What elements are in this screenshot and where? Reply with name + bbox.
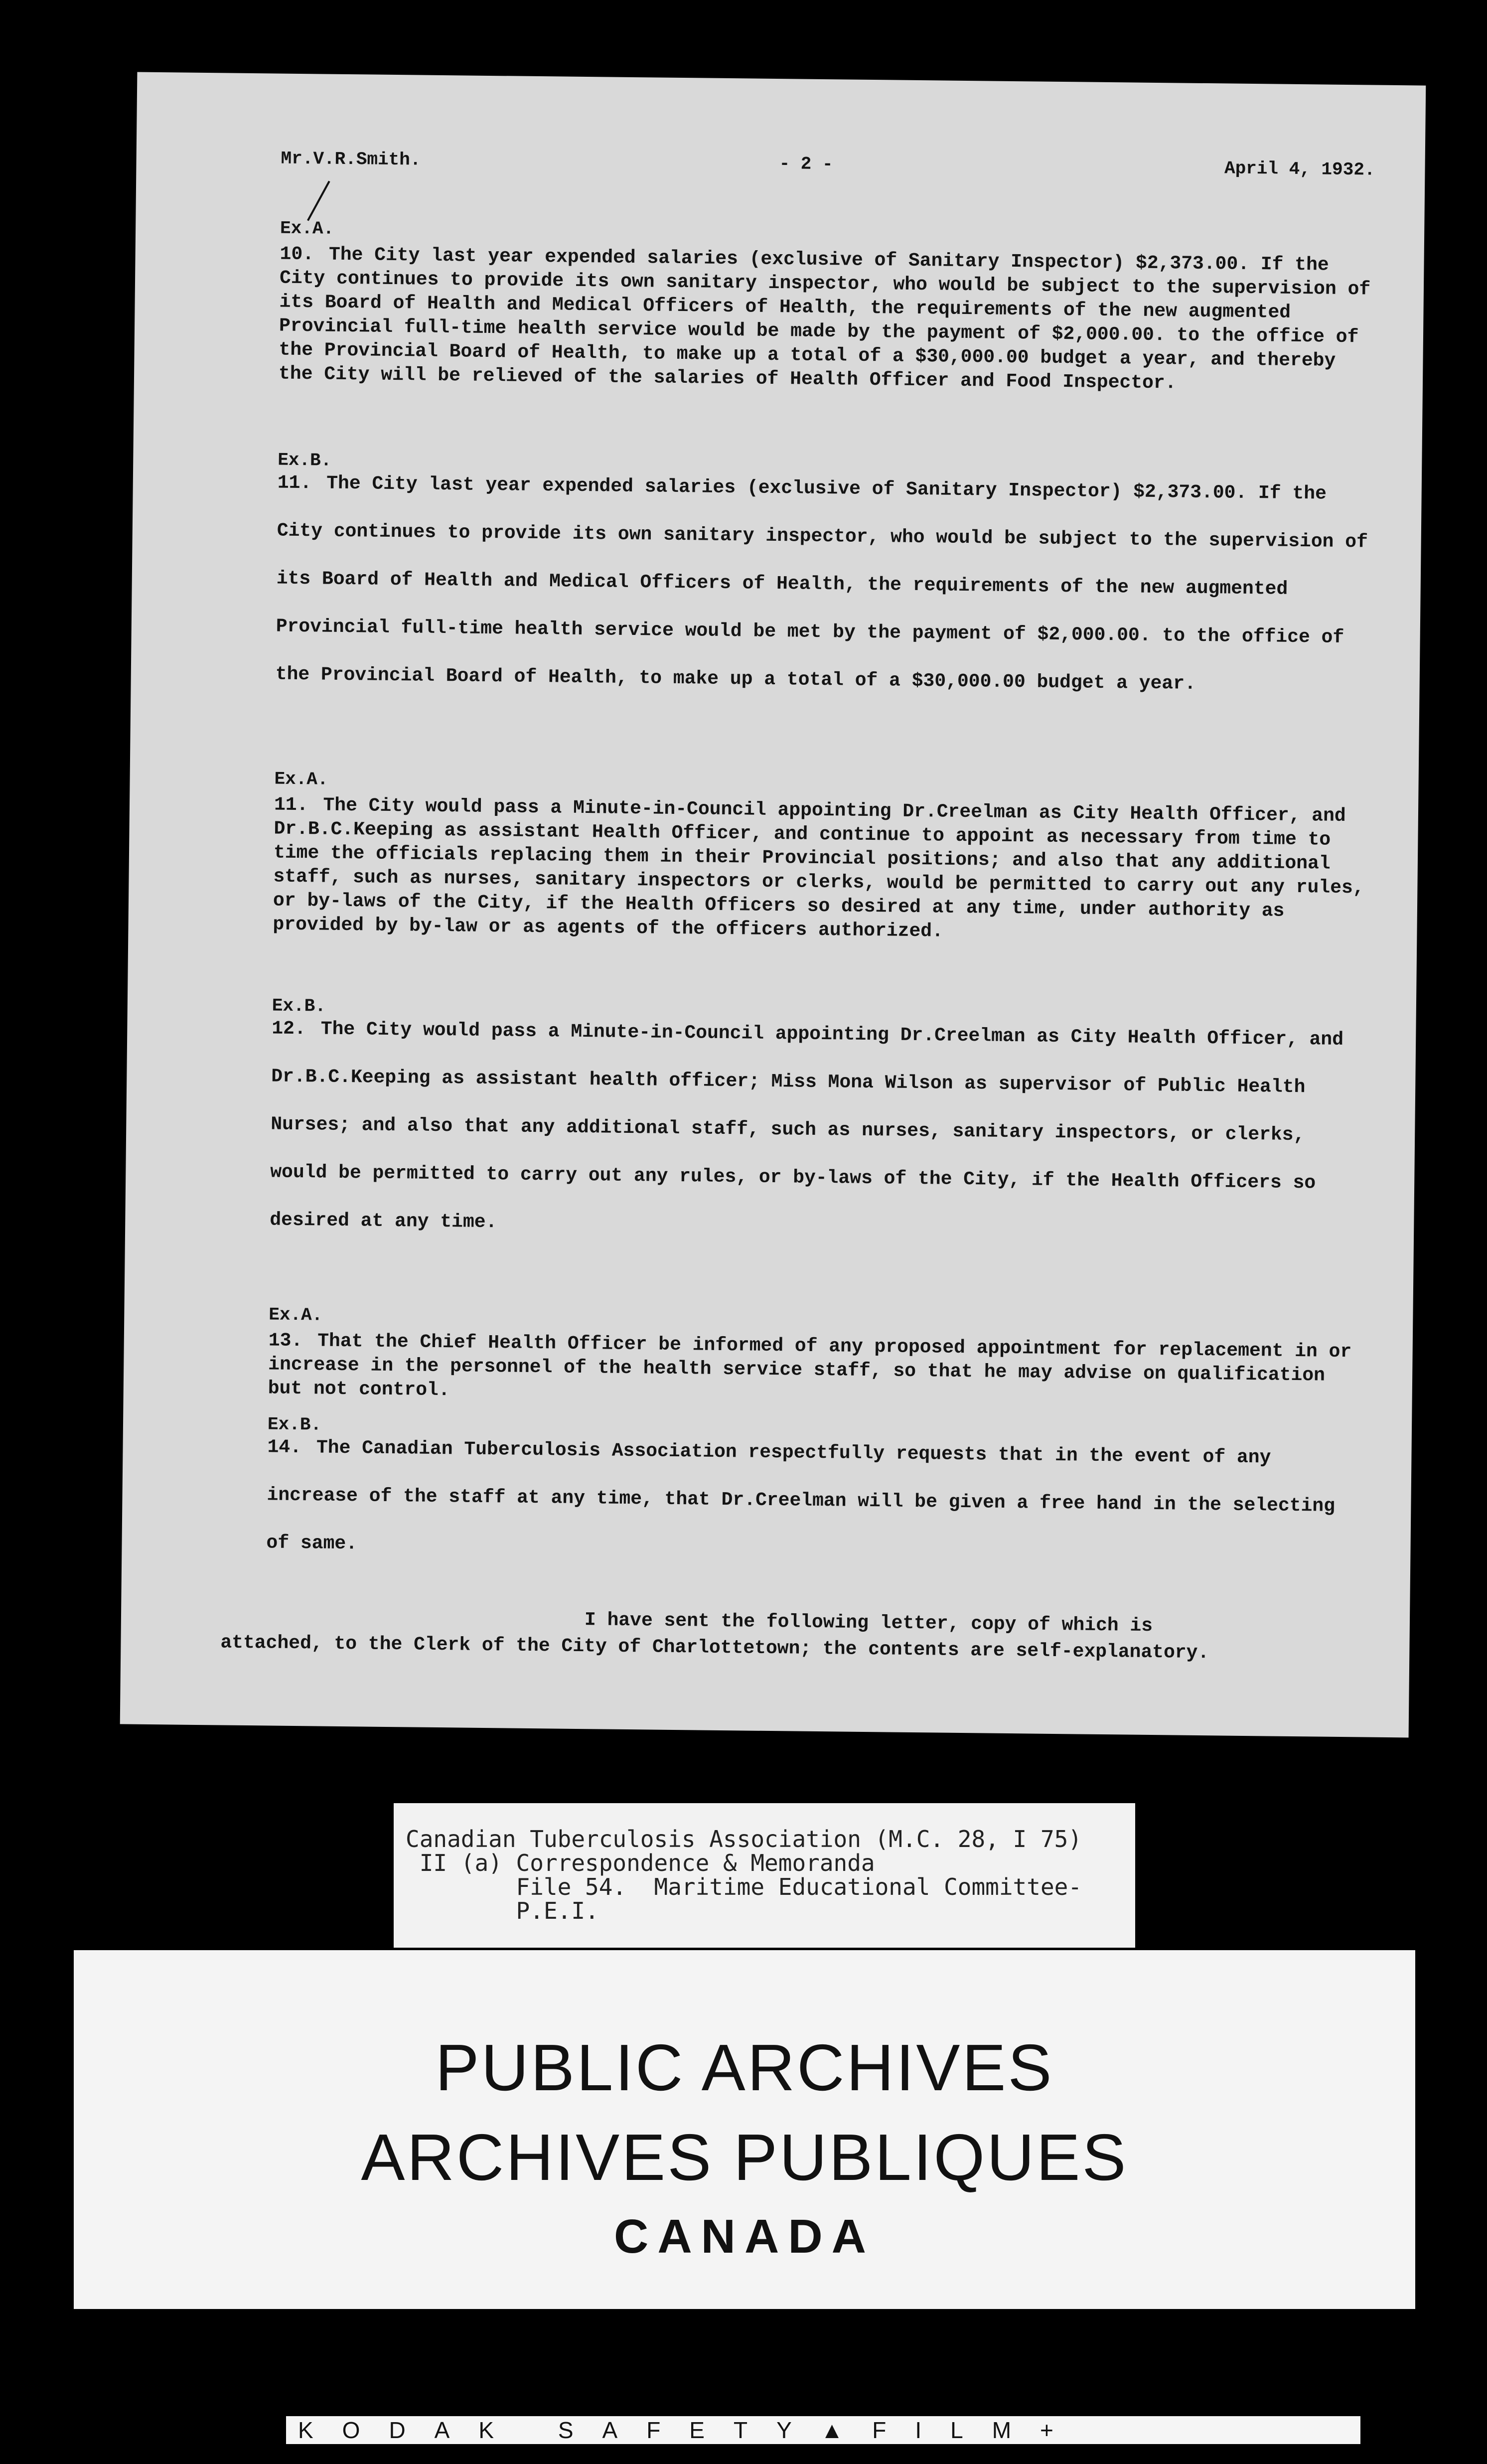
paragraph-text <box>273 793 1370 948</box>
archive-label-line: P.E.I. <box>406 1897 599 1924</box>
archive-file-label <box>394 1803 1135 1948</box>
paragraph-body: The City last year expended salaries (exclusive of Sanitary Inspector) $2,373.00. If the City continues to provide its own sanitary inspector, who would be subject to the supervision of its Board of Health and Medical Officers of Health, the requirements of the new augmented Provincial full-time health service would be made by the payment of $2,000.00. to the office of the Provincial Board of Health, to make up a total of a $30,000.00 budget a year, and thereby the City will be relieved of the salaries of Health Officer and Food Inspector. <box>278 244 1371 394</box>
closing-line-1: I have sent the following letter, copy of which is <box>584 1609 1153 1637</box>
paragraph-number: 11. <box>274 794 308 816</box>
paragraph-text <box>266 1423 1364 1578</box>
paragraph-11-ex-b <box>275 450 1374 710</box>
page-number: - 2 - <box>779 154 833 175</box>
paragraph-text <box>268 1329 1365 1412</box>
paragraph-number: 10. <box>280 243 314 266</box>
stamp-line-french: ARCHIVES PUBLIQUES <box>361 2121 1128 2194</box>
paragraph-14-ex-b <box>266 1414 1364 1578</box>
paragraph-text <box>270 1005 1368 1255</box>
exhibit-tag: Ex.B. <box>272 995 326 1017</box>
recipient-name: Mr.V.R.Smith. <box>281 148 421 170</box>
document-page <box>120 72 1426 1738</box>
exhibit-tag: Ex.A. <box>280 218 334 239</box>
archive-label-line: Canadian Tuberculosis Association (M.C. 28, I 75) <box>406 1826 1082 1852</box>
paragraph-body: That the Chief Health Officer be informed of any proposed appointment for replacement in or increase in the personnel of the health service staff, so that he may advise on qualification but not control. <box>268 1330 1352 1401</box>
paragraph-number: 12. <box>272 1018 306 1040</box>
paragraph-text <box>279 243 1376 398</box>
archive-label-line: File 54. Maritime Educational Committee- <box>406 1873 1082 1900</box>
paragraph-body: The City would pass a Minute-in-Council appointing Dr.Creelman as City Health Officer, and Dr.B.C.Keeping as assistant Health Officer, and continue to appoint as necessary from time to time the officials replacing them in their Provincial positions; and also that any additional staff, such as nurses, sanitary inspectors or clerks, would be permitted to carry out any rules, or by-laws of the City, if the Health Officers so desired at any time, under authority as provided by by-law or as agents of the officers authorized. <box>273 794 1364 942</box>
exhibit-tag: Ex.B. <box>267 1414 322 1435</box>
letter-date: April 4, 1932. <box>1224 158 1375 180</box>
paragraph-number: 11. <box>277 472 312 494</box>
stamp-line-english: PUBLIC ARCHIVES <box>435 2031 1054 2104</box>
paragraph-11-ex-a <box>273 769 1370 948</box>
paragraph-body: The Canadian Tuberculosis Association respectfully requests that in the event of any increase of the staff at any time, that Dr.Creelman will be given a free hand in the selecting of same. <box>266 1437 1336 1555</box>
exhibit-tag: Ex.A. <box>269 1304 323 1326</box>
paragraph-number: 14. <box>267 1436 302 1459</box>
exhibit-tag: Ex.B. <box>278 450 332 471</box>
closing-line-2: attached, to the Clerk of the City of Charlottetown; the contents are self-explanatory. <box>220 1632 1209 1664</box>
paragraph-body: The City would pass a Minute-in-Council appointing Dr.Creelman as City Health Officer, and Dr.B.C.Keeping as assistant health officer; Miss Mona Wilson as supervisor of Public Health Nurses; and also that any additional staff, such as nurses, sanitary inspectors, or clerks, would be permitted to carry out any rules, or by-laws of the City, if the Health Officers so desired at any time. <box>270 1018 1344 1233</box>
paragraph-number: 13. <box>268 1330 303 1352</box>
archive-label-line: II (a) Correspondence & Memoranda <box>406 1849 875 1876</box>
film-edge-marking: KODAK SAFETY▲FILM+ <box>286 2416 1360 2444</box>
paragraph-text <box>275 460 1374 710</box>
stamp-line-country: CANADA <box>614 2210 875 2263</box>
paragraph-13-ex-a <box>268 1304 1365 1412</box>
exhibit-tag: Ex.A. <box>274 769 328 790</box>
paragraph-12-ex-b <box>270 995 1368 1255</box>
public-archives-stamp <box>74 1950 1415 2309</box>
paragraph-body: The City last year expended salaries (exclusive of Sanitary Inspector) $2,373.00. If the City continues to provide its own sanitary inspector, who would be subject to the supervision of its Board of Health and Medical Officers of Health, the requirements of the new augmented Provincial full-time health service would be met by the payment of $2,000.00. to the office of the Provincial Board of Health, to make up a total of a $30,000.00 budget a year. <box>275 472 1368 695</box>
paragraph-10-ex-a <box>279 218 1376 398</box>
